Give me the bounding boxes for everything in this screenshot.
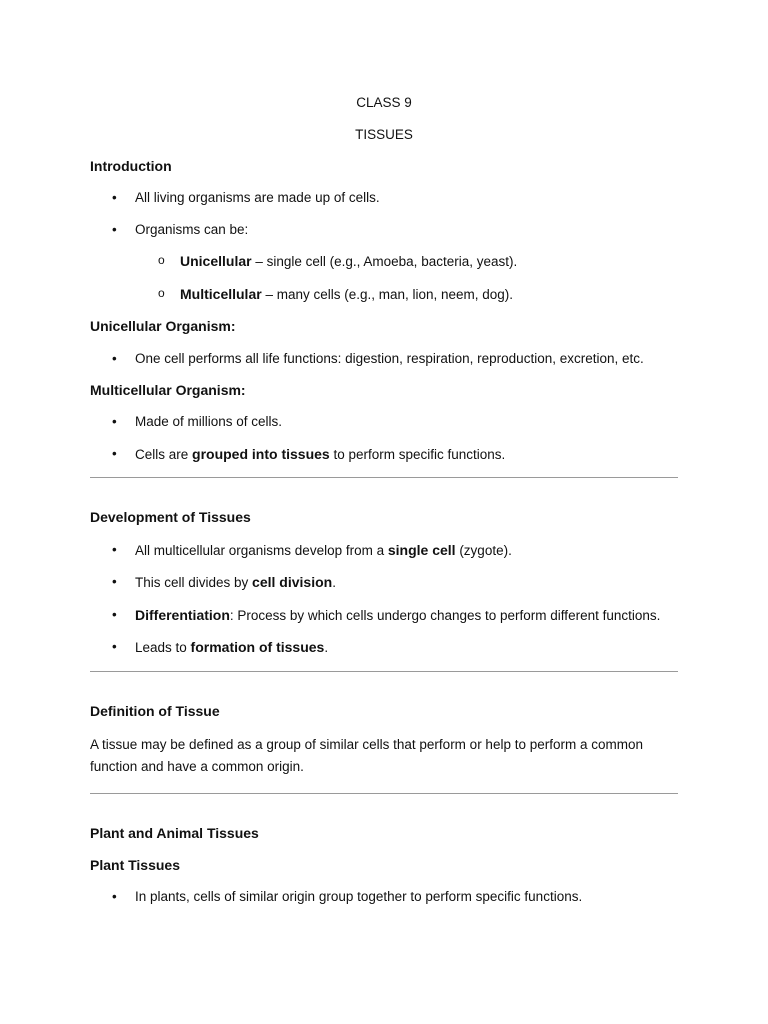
organism-types-list	[90, 252, 678, 303]
list-item	[90, 221, 678, 239]
circle-bullet-icon: o	[158, 253, 165, 268]
list-item-text: All multicellular organisms develop from a	[135, 542, 388, 558]
introduction-list	[90, 189, 678, 238]
definition-heading: Definition of Tissue	[90, 702, 220, 719]
bullet-icon: •	[112, 541, 117, 557]
section-divider	[90, 477, 678, 478]
list-item	[90, 638, 678, 657]
list-item-text: Organisms can be:	[135, 221, 249, 237]
list-item-text: .	[324, 640, 329, 656]
list-item-text: All living organisms are made up of cells.	[135, 190, 380, 206]
list-item-text: (zygote).	[455, 542, 512, 558]
list-item	[90, 541, 678, 560]
list-item-text: This cell divides by	[135, 575, 253, 591]
class-label: CLASS 9	[356, 95, 412, 110]
bullet-icon: •	[112, 888, 117, 904]
multicellular-heading: Multicellular Organism:	[90, 382, 246, 399]
emphasis-text: grouped into tissues	[192, 445, 330, 462]
list-item-text: Made of millions of cells.	[135, 414, 283, 430]
unicellular-heading: Unicellular Organism:	[90, 318, 236, 335]
list-item-text: Cells are	[135, 446, 193, 462]
list-item-text: – many cells (e.g., man, lion, neem, dog).	[261, 286, 514, 302]
list-item	[90, 189, 678, 207]
term-multicellular: Multicellular	[180, 285, 262, 302]
list-item-text: One cell performs all life functions: digestion, respiration, reproduction, excretion, etc.	[135, 350, 644, 366]
list-item	[90, 606, 678, 625]
bullet-icon: •	[112, 190, 117, 206]
bullet-icon: •	[112, 639, 117, 655]
list-item	[90, 573, 678, 592]
emphasis-text: Differentiation	[135, 606, 230, 623]
list-item	[90, 445, 678, 464]
emphasis-text: single cell	[387, 541, 456, 558]
plant-tissues-list	[90, 888, 678, 906]
definition-paragraph: A tissue may be defined as a group of similar cells that perform or help to perform a common function and have a common origin.	[90, 737, 644, 775]
section-divider	[90, 793, 678, 794]
bullet-icon: •	[112, 606, 117, 622]
list-item	[90, 350, 678, 368]
development-heading: Development of Tissues	[90, 509, 251, 526]
plant-animal-heading: Plant and Animal Tissues	[90, 824, 259, 841]
bullet-icon: •	[112, 221, 117, 237]
list-item-text: – single cell (e.g., Amoeba, bacteria, yeast).	[251, 254, 518, 270]
list-item	[90, 888, 678, 906]
plant-tissues-subheading: Plant Tissues	[90, 856, 181, 873]
list-item-text: In plants, cells of similar origin group together to perform specific functions.	[135, 888, 583, 904]
circle-bullet-icon: o	[158, 285, 165, 300]
list-item-text: Leads to	[135, 640, 191, 656]
emphasis-text: formation of tissues	[190, 639, 325, 656]
unicellular-list	[90, 350, 678, 368]
multicellular-list	[90, 413, 678, 463]
term-unicellular: Unicellular	[180, 253, 252, 270]
bullet-icon: •	[112, 445, 117, 461]
bullet-icon: •	[112, 414, 117, 430]
list-item	[90, 285, 678, 304]
bullet-icon: •	[112, 574, 117, 590]
introduction-heading: Introduction	[90, 158, 172, 175]
section-divider	[90, 671, 678, 672]
list-item-text: .	[332, 575, 336, 591]
document-title: TISSUES	[355, 126, 413, 142]
list-item-text: : Process by which cells undergo changes to perform different functions.	[229, 607, 661, 623]
bullet-icon: •	[112, 350, 117, 366]
development-list	[90, 541, 678, 657]
list-item	[90, 413, 678, 431]
list-item-text: to perform specific functions.	[329, 446, 506, 462]
emphasis-text: cell division	[252, 574, 333, 591]
list-item	[90, 252, 678, 271]
